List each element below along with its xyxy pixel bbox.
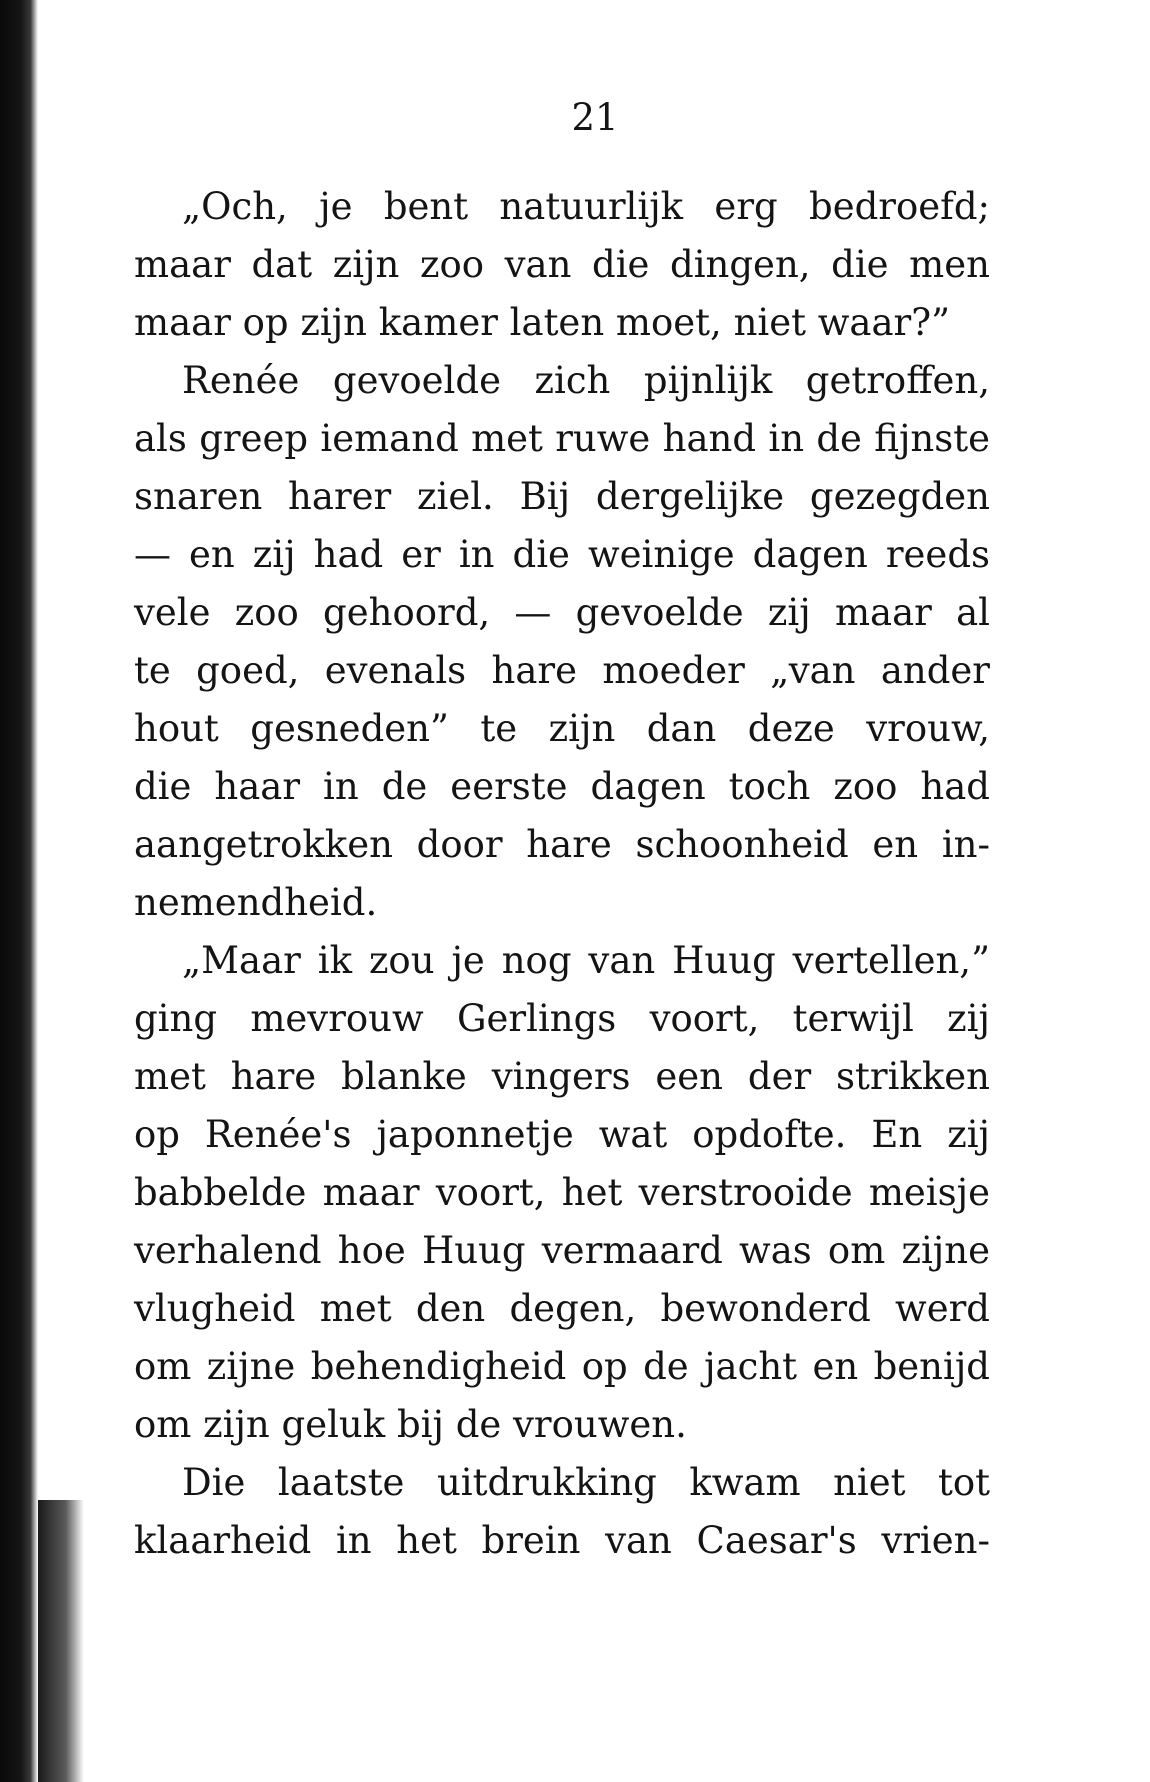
text-line: verhalend hoe Huug vermaard was om zijne xyxy=(134,1229,990,1272)
text-line: Renée gevoelde zich pijnlijk getroffen, xyxy=(182,359,990,402)
text-line: als greep iemand met ruwe hand in de fijnste xyxy=(134,417,990,460)
text-line: nemendheid. xyxy=(134,881,378,924)
text-line: maar op zijn kamer laten moet, niet waar?” xyxy=(134,301,950,344)
text-line: Die laatste uitdrukking kwam niet tot xyxy=(182,1461,990,1504)
page-number: 21 xyxy=(571,96,619,139)
text-line: snaren harer ziel. Bij dergelijke gezegden xyxy=(134,475,990,518)
text-line: babbelde maar voort, het verstrooide meisje xyxy=(134,1171,990,1214)
text-line: te goed, evenals hare moeder „van ander xyxy=(134,649,990,692)
text-line: om zijne behendigheid op de jacht en benijd xyxy=(134,1345,990,1388)
text-line: klaarheid in het brein van Caesar's vrien- xyxy=(134,1519,990,1562)
text-line: — en zij had er in die weinige dagen reeds xyxy=(134,533,990,576)
text-line: hout gesneden” te zijn dan deze vrouw, xyxy=(134,707,990,750)
text-line: „Maar ik zou je nog van Huug vertellen,” xyxy=(182,939,990,982)
book-spine-shadow-bottom xyxy=(38,1500,84,1782)
text-line: met hare blanke vingers een der strikken xyxy=(134,1055,990,1098)
text-line: maar dat zijn zoo van die dingen, die men xyxy=(134,243,990,286)
body-text xyxy=(134,178,990,1570)
text-line: om zijn geluk bij de vrouwen. xyxy=(134,1403,687,1446)
text-line: aangetrokken door hare schoonheid en in- xyxy=(134,823,990,866)
text-line: vele zoo gehoord, — gevoelde zij maar al xyxy=(134,591,990,634)
text-line: vlugheid met den degen, bewonderd werd xyxy=(134,1287,990,1330)
text-line: ging mevrouw Gerlings voort, terwijl zij xyxy=(134,997,990,1040)
text-line: op Renée's japonnetje wat opdofte. En zij xyxy=(134,1113,990,1156)
book-spine-shadow xyxy=(0,0,38,1782)
text-line: die haar in de eerste dagen toch zoo had xyxy=(134,765,990,808)
text-line: „Och, je bent natuurlijk erg bedroefd; xyxy=(182,185,990,228)
